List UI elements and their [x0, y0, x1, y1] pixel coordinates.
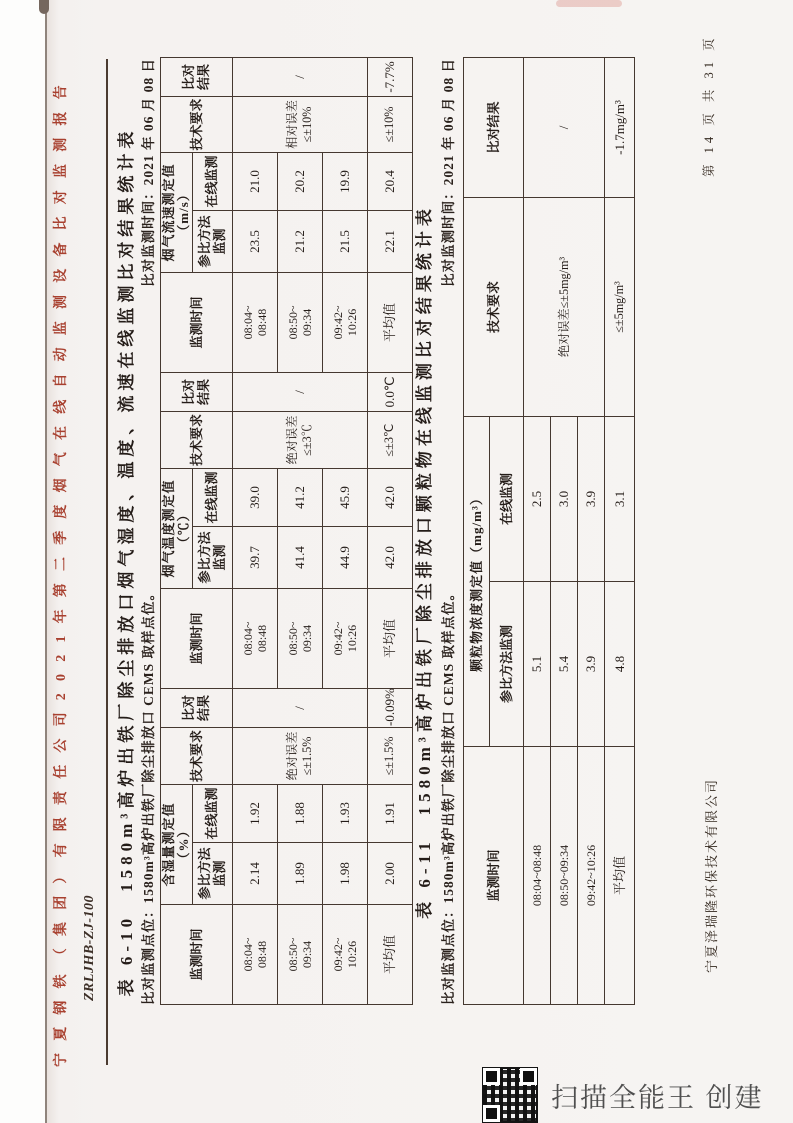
time-cell — [277, 272, 322, 372]
table-6-10-subtitle — [137, 58, 157, 1005]
group-header-temperature: 烟气温度测定值（℃） — [161, 468, 193, 588]
data-cell: 1.89 — [277, 843, 322, 905]
time-cell — [277, 588, 322, 688]
result-cell: -7.7% — [367, 57, 412, 96]
data-cell: 39.7 — [232, 526, 277, 588]
data-cell: 4.8 — [605, 582, 635, 747]
data-cell: 44.9 — [322, 526, 367, 588]
time-line: 09:42~ — [330, 305, 345, 340]
req-cell: ≤±3℃ — [367, 411, 412, 468]
column-header-ref-method: 参比方法监测 — [192, 526, 232, 588]
time-cell — [232, 905, 277, 1005]
column-header-time: 监测时间 — [161, 905, 233, 1005]
time-line: 10:26 — [344, 624, 359, 653]
time-line: 08:04~ — [240, 937, 255, 972]
column-header-online: 在线监测 — [192, 468, 232, 526]
data-cell: 20.2 — [277, 152, 322, 210]
req-cell: 绝对误差≤±3℃ — [232, 411, 367, 468]
column-header-req: 技术要求 — [464, 197, 524, 416]
qr-code-icon — [483, 1068, 537, 1122]
time-line: 08:04~ — [240, 305, 255, 340]
result-cell: / — [232, 688, 367, 727]
monitor-time-label: 比对监测时间：2021 年 06 月 08 日 — [441, 58, 456, 287]
time-line: 10:26 — [344, 308, 359, 337]
table-6-11-subtitle — [437, 58, 457, 1005]
report-header-line: 宁夏钢铁（集团）有限责任公司2021年第二季度烟气在线自动监测设备比对监测报告 — [54, 73, 69, 1067]
table-6-10-title: 表 6-10 1580m³高炉出铁厂除尘排放口烟气湿度、温度、流速在线监测比对结果统计表 — [117, 126, 136, 997]
data-cell: 41.2 — [277, 468, 322, 526]
time-line: 08:48 — [254, 624, 269, 653]
table-6-11-title: 表 6-11 1580m³高炉出铁厂除尘排放口颗粒物在线监测比对结果统计表 — [415, 204, 434, 919]
column-header-req: 技术要求 — [161, 411, 233, 468]
footer-page-number: 第 14 页 共 31 页 — [702, 34, 716, 177]
req-cell: 绝对误差≤±5mg/m³ — [524, 197, 605, 416]
column-header-req: 技术要求 — [161, 96, 233, 152]
time-line: 08:04~ — [240, 621, 255, 656]
data-cell: 2.14 — [232, 843, 277, 905]
group-header-velocity: 烟气流速测定值（m/s） — [161, 152, 193, 272]
monitor-point-label: 比对监测点位：1580m³高炉出铁厂除尘排放口 CEMS 取样点位。 — [141, 585, 156, 1005]
data-cell: 2.5 — [524, 416, 551, 581]
column-header-time: 监测时间 — [161, 272, 233, 372]
data-cell: 21.5 — [322, 210, 367, 272]
monitor-time-label: 比对监测时间：2021 年 06 月 08 日 — [141, 58, 156, 287]
table-row — [161, 57, 193, 1004]
data-cell: 1.91 — [367, 784, 412, 842]
req-cell: ≤±10% — [367, 96, 412, 152]
data-cell: 2.00 — [367, 843, 412, 905]
avg-label-cell: 平均值 — [367, 272, 412, 372]
req-cell: ≤±5mg/m³ — [605, 197, 635, 416]
time-cell — [277, 905, 322, 1005]
time-line: 08:48 — [254, 308, 269, 337]
table-6-10 — [160, 57, 413, 1005]
result-cell: -1.7mg/m³ — [605, 57, 635, 197]
data-cell: 21.0 — [232, 152, 277, 210]
time-line: 09:34 — [299, 308, 314, 337]
column-header-req: 技术要求 — [161, 727, 233, 784]
data-cell: 21.2 — [277, 210, 322, 272]
time-line: 08:50~ — [285, 621, 300, 656]
req-cell: 绝对误差≤±1.5% — [232, 727, 367, 784]
column-header-ref-method: 参比方法监测 — [490, 582, 524, 747]
time-cell — [232, 588, 277, 688]
data-cell: 42.0 — [367, 468, 412, 526]
column-header-online: 在线监测 — [490, 416, 524, 581]
time-cell: 08:50~09:34 — [551, 747, 578, 1005]
column-header-online: 在线监测 — [192, 784, 232, 842]
time-cell — [322, 272, 367, 372]
time-line: 08:50~ — [285, 305, 300, 340]
time-cell — [322, 905, 367, 1005]
result-cell: / — [232, 57, 367, 96]
avg-label-cell: 平均值 — [367, 588, 412, 688]
req-cell: 相对误差≤±10% — [232, 96, 367, 152]
table-row — [322, 57, 367, 1004]
column-header-ref-method: 参比方法监测 — [192, 843, 232, 905]
data-cell: 1.92 — [232, 784, 277, 842]
column-header-time: 监测时间 — [464, 747, 524, 1005]
group-header-humidity: 含湿量测定值（%） — [161, 784, 193, 904]
data-cell: 22.1 — [367, 210, 412, 272]
column-header-result: 比对结果 — [161, 688, 233, 727]
camscanner-watermark — [483, 1067, 764, 1123]
data-cell: 42.0 — [367, 526, 412, 588]
req-cell: ≤±1.5% — [367, 727, 412, 784]
data-cell: 3.9 — [578, 582, 605, 747]
result-cell: / — [232, 372, 367, 411]
column-header-ref-method: 参比方法监测 — [192, 210, 232, 272]
data-cell: 45.9 — [322, 468, 367, 526]
footer-company-name: 宁夏泽瑞隆环保技术有限公司 — [704, 777, 719, 973]
result-cell: 0.0℃ — [367, 372, 412, 411]
time-line: 09:34 — [299, 940, 314, 969]
table-row — [524, 57, 551, 1004]
data-cell: 41.4 — [277, 526, 322, 588]
group-header-particulate: 颗粒物浓度测定值（mg/m³） — [464, 416, 490, 746]
data-cell: 3.9 — [578, 416, 605, 581]
qr-finder-icon — [483, 1068, 500, 1085]
time-line: 09:42~ — [330, 621, 345, 656]
table-row-average — [605, 57, 635, 1004]
result-cell: / — [524, 57, 605, 197]
data-cell: 5.4 — [551, 582, 578, 747]
document-code: ZRLJHB-ZJ-100 — [82, 894, 97, 1001]
header-rule — [106, 59, 108, 1065]
time-line: 10:26 — [344, 940, 359, 969]
data-cell: 1.88 — [277, 784, 322, 842]
data-cell: 20.4 — [367, 152, 412, 210]
result-cell: -0.09% — [367, 688, 412, 727]
data-cell: 3.1 — [605, 416, 635, 581]
time-cell: 09:42~10:26 — [578, 747, 605, 1005]
time-line: 08:48 — [254, 940, 269, 969]
column-header-result: 比对结果 — [464, 57, 524, 197]
data-cell: 39.0 — [232, 468, 277, 526]
avg-label-cell: 平均值 — [605, 747, 635, 1005]
data-cell: 1.98 — [322, 843, 367, 905]
data-cell: 19.9 — [322, 152, 367, 210]
qr-finder-icon — [483, 1105, 500, 1122]
avg-label-cell: 平均值 — [367, 905, 412, 1005]
table-row-average — [367, 57, 412, 1004]
column-header-online: 在线监测 — [192, 152, 232, 210]
qr-finder-icon — [520, 1068, 537, 1085]
data-cell: 1.93 — [322, 784, 367, 842]
time-line: 09:34 — [299, 624, 314, 653]
time-cell: 08:04~08:48 — [524, 747, 551, 1005]
column-header-result: 比对结果 — [161, 372, 233, 411]
data-cell: 3.0 — [551, 416, 578, 581]
monitor-point-label: 比对监测点位：1580m³高炉出铁厂除尘排放口 CEMS 取样点位。 — [441, 585, 456, 1005]
table-row — [464, 57, 490, 1004]
column-header-time: 监测时间 — [161, 588, 233, 688]
time-cell — [322, 588, 367, 688]
table-row — [232, 57, 277, 1004]
column-header-result: 比对结果 — [161, 57, 233, 96]
time-cell — [232, 272, 277, 372]
table-6-11 — [463, 57, 635, 1005]
table-row — [277, 57, 322, 1004]
time-line: 09:42~ — [330, 937, 345, 972]
table-row — [192, 57, 232, 1004]
data-cell: 23.5 — [232, 210, 277, 272]
data-cell: 5.1 — [524, 582, 551, 747]
watermark-text: 扫描全能王 创建 — [551, 1082, 764, 1113]
time-line: 08:50~ — [285, 937, 300, 972]
